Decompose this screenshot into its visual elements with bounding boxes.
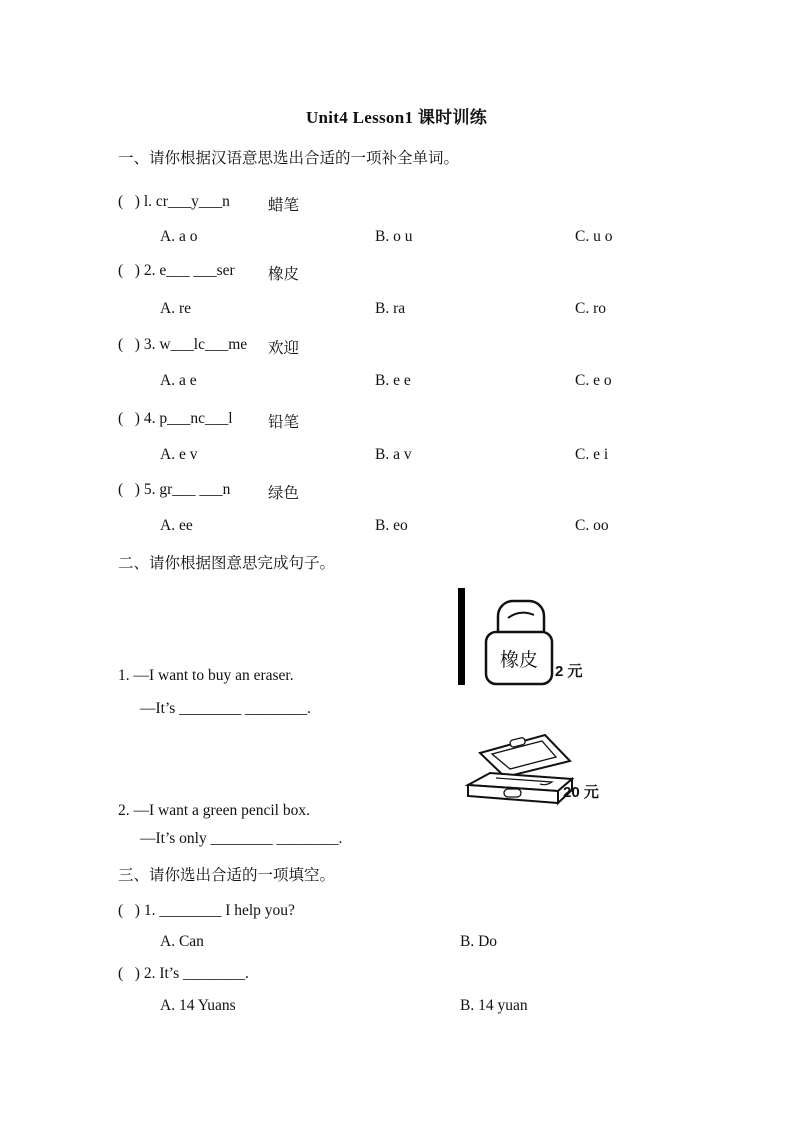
option-c: C. u o xyxy=(575,228,613,245)
options-row xyxy=(0,372,793,394)
section-three-heading: 三、请你选出合适的一项填空。 xyxy=(118,867,336,884)
eraser-illustration xyxy=(480,594,558,689)
question-row xyxy=(0,965,793,987)
question-row xyxy=(0,902,793,924)
question-meaning: 铅笔 xyxy=(268,414,300,431)
question-row xyxy=(0,262,793,284)
option-a: A. a e xyxy=(160,372,197,389)
question-stem: ( ) 2. e___ ___ser xyxy=(118,262,235,279)
option-b: B. o u xyxy=(375,228,413,245)
options-row xyxy=(0,997,793,1019)
pencil-box-front-latch xyxy=(504,789,521,797)
option-c: C. e o xyxy=(575,372,612,389)
question-row xyxy=(0,481,793,503)
option-b: B. 14 yuan xyxy=(460,997,528,1014)
option-b: B. a v xyxy=(375,446,412,463)
option-c: C. e i xyxy=(575,446,609,463)
question-row xyxy=(0,336,793,358)
sentence-line: 2. —I want a green pencil box. xyxy=(118,802,310,819)
sentence-blank-line: —It’s only ________ ________. xyxy=(140,830,343,847)
option-a: A. 14 Yuans xyxy=(160,997,236,1014)
option-a: A. e v xyxy=(160,446,198,463)
options-row xyxy=(0,300,793,322)
question-stem: ( ) 5. gr___ ___n xyxy=(118,481,231,498)
option-b: B. eo xyxy=(375,517,408,534)
eraser-label-text: 橡皮 xyxy=(499,650,539,671)
sentence-blank-line: —It’s ________ ________. xyxy=(140,700,311,717)
option-a: A. a o xyxy=(160,228,198,245)
options-row xyxy=(0,228,793,250)
eraser-price-label: 2 元 xyxy=(555,663,583,680)
option-c: C. ro xyxy=(575,300,606,317)
options-row xyxy=(0,933,793,955)
options-row xyxy=(0,517,793,539)
vertical-bar-decoration xyxy=(458,588,465,685)
option-a: A. ee xyxy=(160,517,193,534)
pencil-box-illustration xyxy=(460,727,578,812)
section-one-heading: 一、请你根据汉语意思选出合适的一项补全单词。 xyxy=(118,150,460,167)
option-c: C. oo xyxy=(575,517,609,534)
question-row xyxy=(0,193,793,215)
question-row xyxy=(0,410,793,432)
option-b: B. e e xyxy=(375,372,411,389)
pencil-box-price-label: 20 元 xyxy=(563,784,599,801)
page-title: Unit4 Lesson1 课时训练 xyxy=(305,108,488,127)
question-stem: ( ) 3. w___lc___me xyxy=(118,336,248,353)
options-row xyxy=(0,446,793,468)
option-a: A. re xyxy=(160,300,191,317)
section-two-heading: 二、请你根据图意思完成句子。 xyxy=(118,555,336,572)
question-meaning: 绿色 xyxy=(268,485,300,502)
question-stem: ( ) l. cr___y___n xyxy=(118,193,230,210)
question-meaning: 橡皮 xyxy=(268,266,300,283)
question-stem: ( ) 4. p___nc___l xyxy=(118,410,233,427)
question-stem: ( ) 2. It’s ________. xyxy=(118,965,249,982)
question-meaning: 蜡笔 xyxy=(268,197,300,214)
option-b: B. Do xyxy=(460,933,498,950)
option-a: A. Can xyxy=(160,933,204,950)
option-b: B. ra xyxy=(375,300,406,317)
question-meaning: 欢迎 xyxy=(268,340,300,357)
sentence-line: 1. —I want to buy an eraser. xyxy=(118,667,294,684)
question-stem: ( ) 1. ________ I help you? xyxy=(118,902,295,919)
